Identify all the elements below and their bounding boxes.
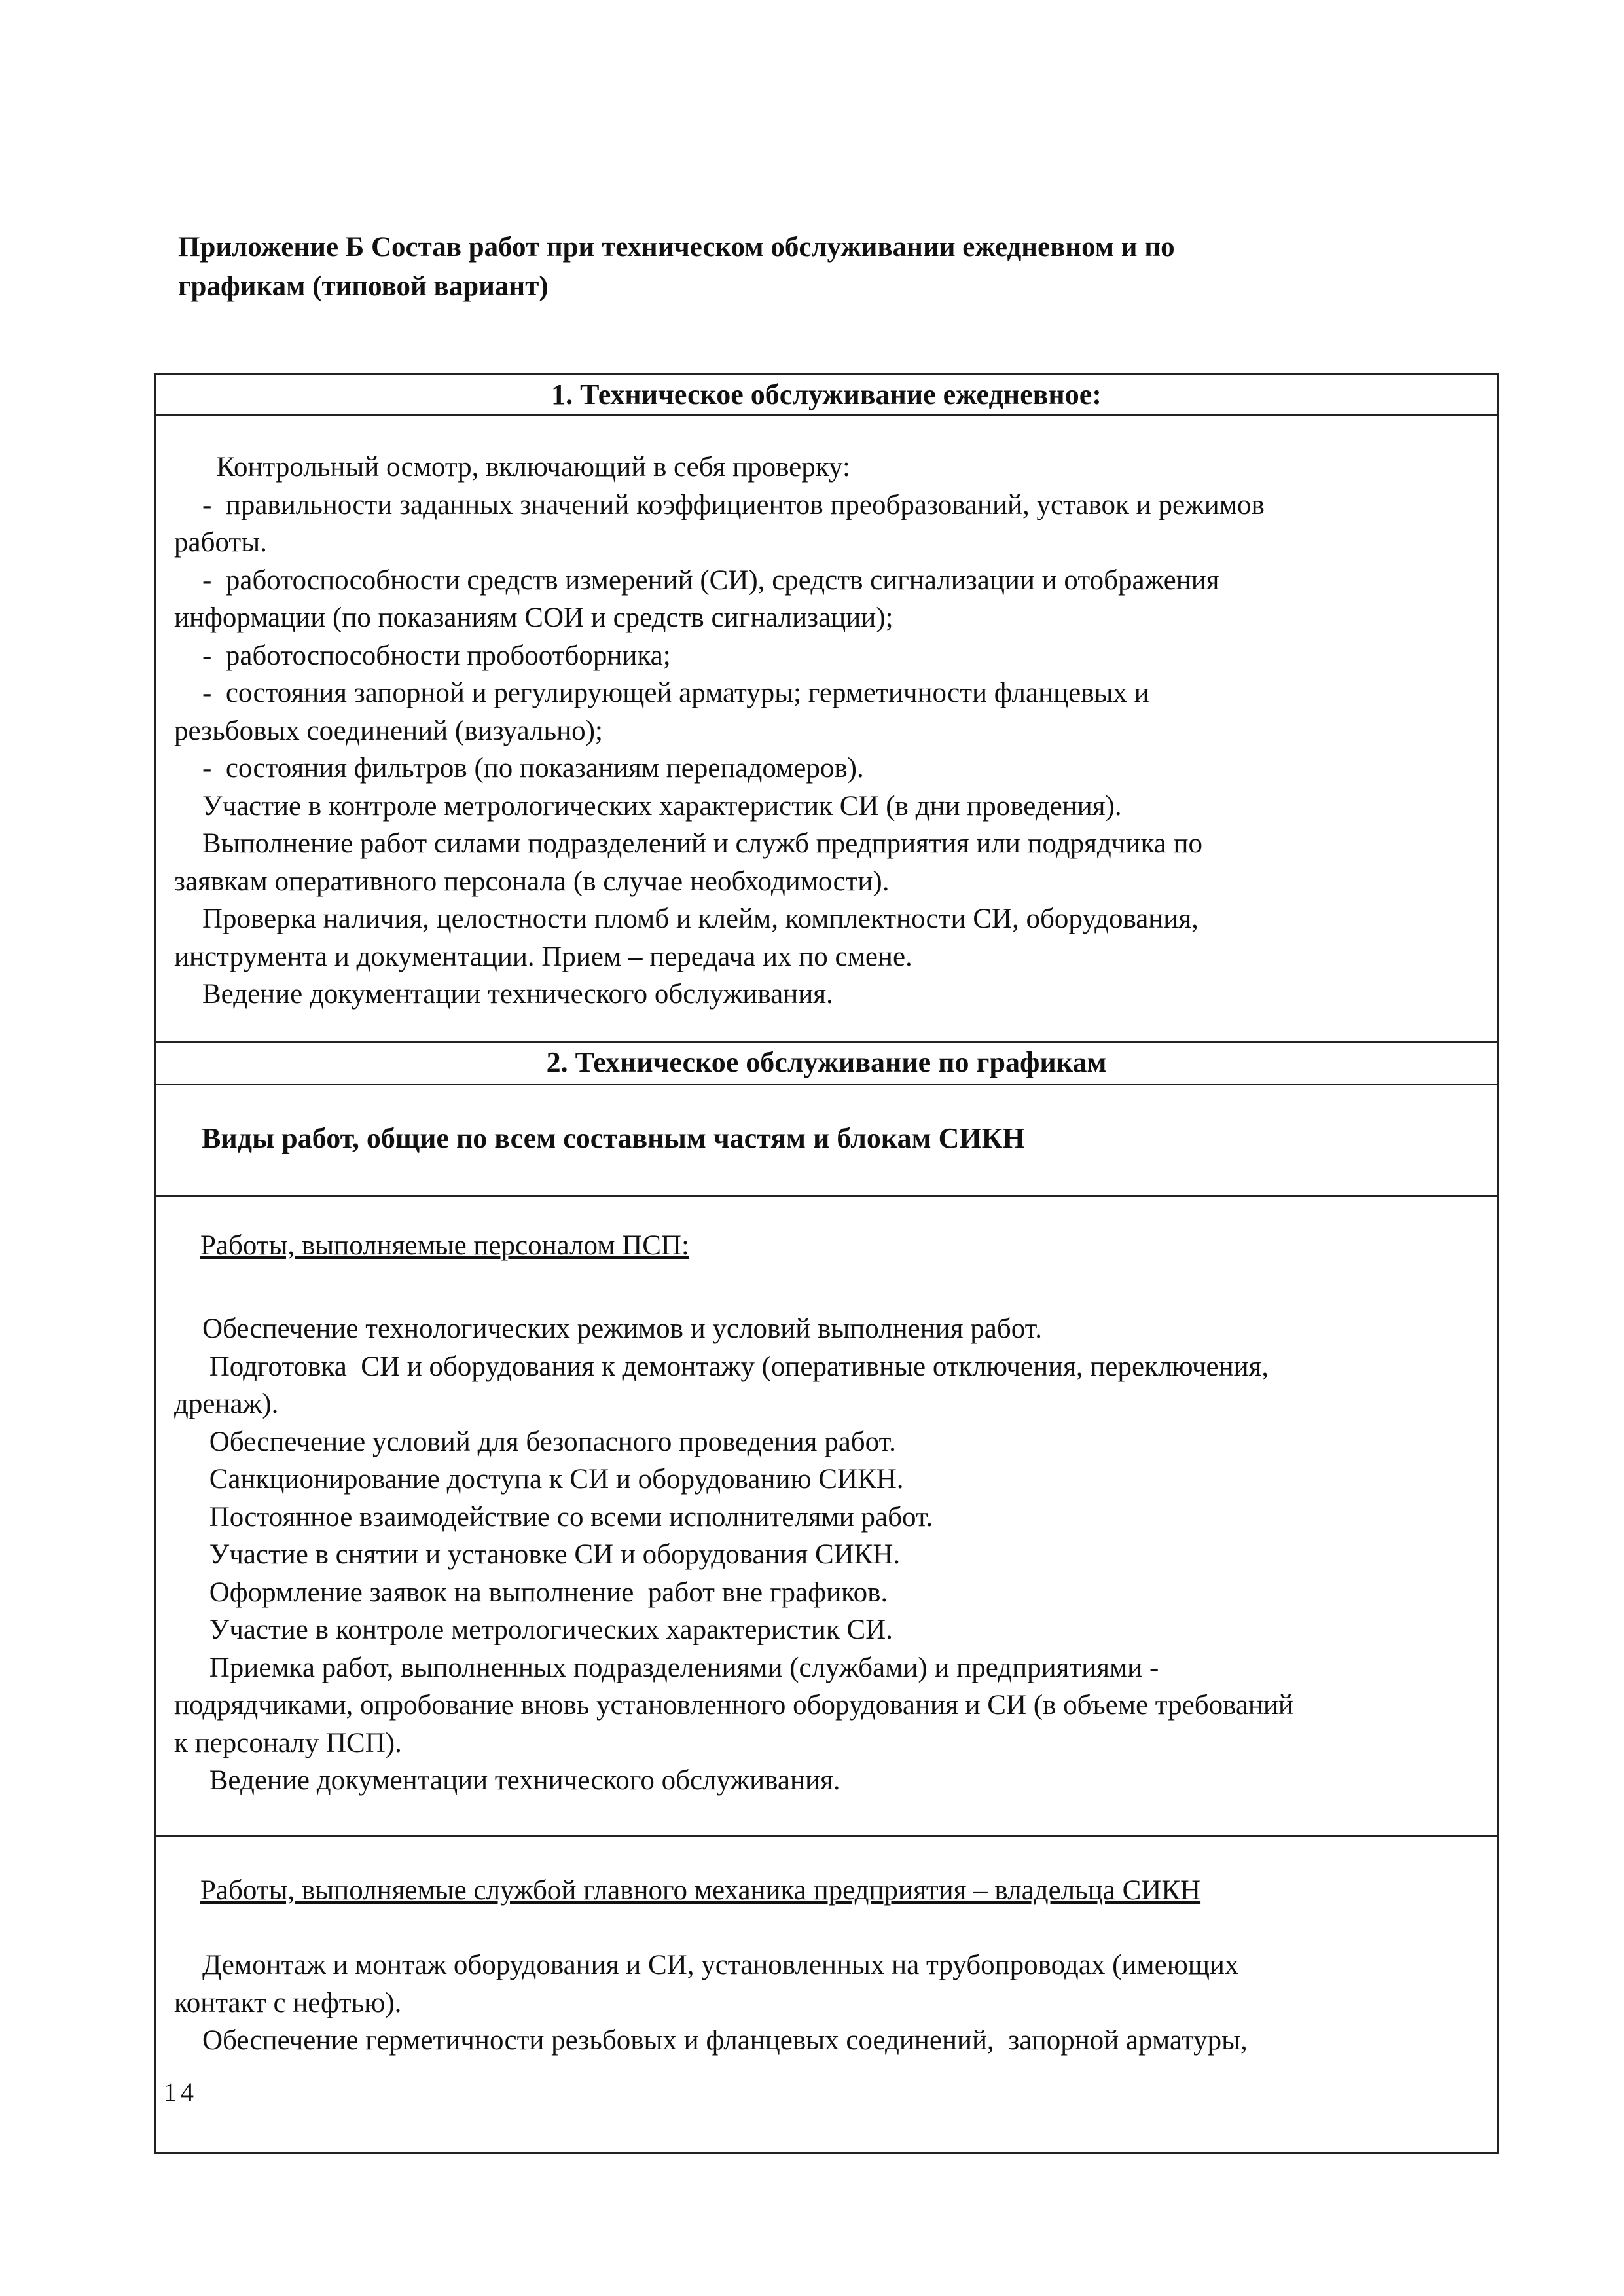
text-line: Участие в контроле метрологических характеристик СИ (в дни проведения). xyxy=(174,790,1122,822)
text-line: Обеспечение технологических режимов и условий выполнения работ. xyxy=(174,1313,1042,1344)
chief-mechanic-heading: Работы, выполняемые службой главного механика предприятия – владельца СИКН xyxy=(200,1875,1201,1906)
document-heading xyxy=(178,228,1422,306)
section-2-title: 2. Техническое обслуживание по графикам xyxy=(546,1046,1107,1078)
text-line: Обеспечение условий для безопасного проведения работ. xyxy=(174,1426,896,1457)
text-line: инструмента и документации. Прием – передача их по смене. xyxy=(174,941,912,972)
text-line: Подготовка СИ и оборудования к демонтажу (оперативные отключения, переключения, xyxy=(174,1351,1269,1382)
page-number: 14 xyxy=(164,2077,198,2107)
scheduled-maintenance-table xyxy=(154,1041,1499,2154)
divider xyxy=(156,1084,1497,1085)
text-line: Участие в снятии и установке СИ и оборудования СИКН. xyxy=(174,1539,901,1570)
text-line: - работоспособности пробоотборника; xyxy=(174,640,671,671)
text-line: - состояния фильтров (по показаниям перепадомеров). xyxy=(174,753,864,784)
psp-staff-body xyxy=(174,1310,1479,1800)
text-line: Выполнение работ силами подразделений и служб предприятия или подрядчика по xyxy=(174,828,1203,859)
chief-mechanic-body xyxy=(174,1946,1479,2060)
text-line: Проверка наличия, целостности пломб и клейм, комплектности СИ, оборудования, xyxy=(174,903,1199,934)
text-line: - работоспособности средств измерений (СИ), средств сигнализации и отображения xyxy=(174,564,1219,596)
text-line: - правильности заданных значений коэффициентов преобразований, уставок и режимов xyxy=(174,489,1265,520)
text-line: Контрольный осмотр, включающий в себя проверку: xyxy=(174,452,850,483)
text-line: информации (по показаниям СОИ и средств сигнализации); xyxy=(174,602,893,633)
heading-line-2: графикам (типовой вариант) xyxy=(178,271,549,302)
text-line: заявкам оперативного персонала (в случае необходимости). xyxy=(174,866,890,897)
section-1-title: 1. Техническое обслуживание ежедневное: xyxy=(551,378,1102,410)
divider xyxy=(156,414,1497,416)
text-line: Постоянное взаимодействие со всеми исполнителями работ. xyxy=(174,1501,933,1533)
heading-line-1: Приложение Б Состав работ при техническом обслуживании ежедневном и по xyxy=(178,232,1175,263)
text-line: Участие в контроле метрологических характеристик СИ. xyxy=(174,1614,893,1645)
divider xyxy=(156,1195,1497,1197)
psp-staff-heading: Работы, выполняемые персоналом ПСП: xyxy=(200,1230,689,1261)
section-1-body xyxy=(174,448,1479,1013)
text-line: - состояния запорной и регулирующей арматуры; герметичности фланцевых и xyxy=(174,678,1149,708)
text-line: резьбовых соединений (визуально); xyxy=(174,715,603,746)
text-line: Обеспечение герметичности резьбовых и фланцевых соединений, запорной арматуры, xyxy=(174,2025,1248,2056)
text-line: Санкционирование доступа к СИ и оборудованию СИКН. xyxy=(174,1464,904,1495)
text-line: работы. xyxy=(174,527,267,558)
daily-maintenance-table xyxy=(154,373,1499,1041)
text-line: к персоналу ПСП). xyxy=(174,1727,402,1758)
text-line: Ведение документации технического обслуживания. xyxy=(174,979,833,1010)
text-line: Ведение документации технического обслуживания. xyxy=(174,1765,840,1796)
divider xyxy=(156,1835,1497,1837)
text-line: Оформление заявок на выполнение работ вне графиков. xyxy=(174,1576,888,1608)
text-line: Приемка работ, выполненных подразделениями (службами) и предприятиями - xyxy=(174,1652,1159,1683)
text-line: Демонтаж и монтаж оборудования и СИ, установленных на трубопроводах (имеющих xyxy=(174,1950,1239,1980)
text-line: подрядчиками, опробование вновь установленного оборудования и СИ (в объеме требований xyxy=(174,1690,1293,1721)
text-line: дренаж). xyxy=(174,1389,279,1419)
text-line: контакт с нефтью). xyxy=(174,1987,402,2018)
section-2-subheading: Виды работ, общие по всем составным частям и блокам СИКН xyxy=(202,1122,1025,1154)
